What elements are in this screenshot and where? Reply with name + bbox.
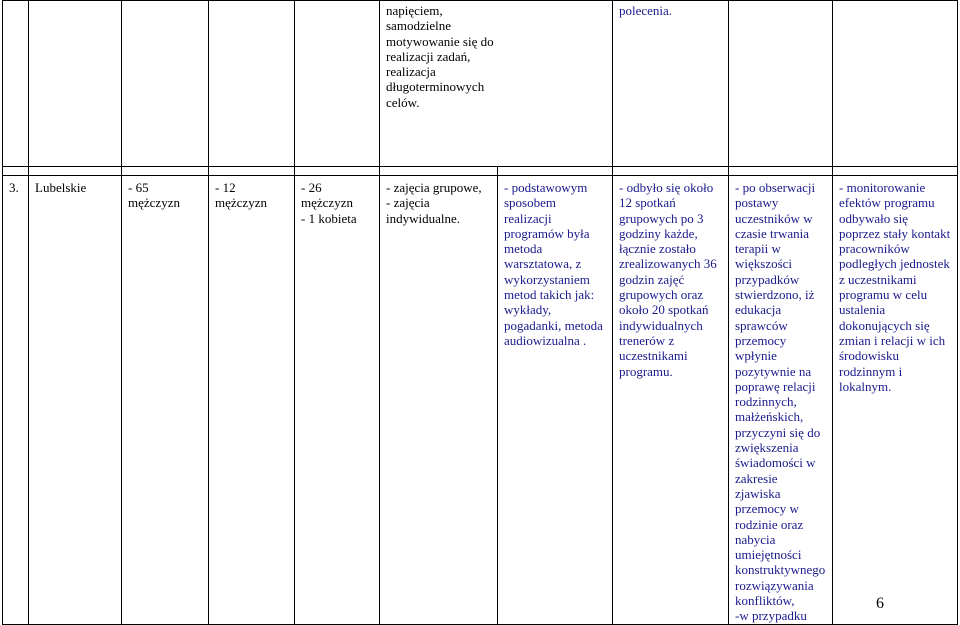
cell-skills-continued: napięciem, samodzielne motywowanie się do realizacji zadań, realizacja długoterminowych celów. [380,1,613,167]
table-row-previous [3,1,958,167]
cell-empty [122,167,209,176]
cell-empty [613,167,729,176]
table-row-lubelskie [3,176,958,625]
cell-empty [209,1,295,167]
cell-empty [29,1,122,167]
cell-empty [209,167,295,176]
cell-empty [729,1,833,167]
cell-empty [833,167,958,176]
cell-instructions-continued: polecenia. [613,1,729,167]
cell-voivodeship: Lubelskie [29,176,122,625]
cell-empty [29,167,122,176]
results-table [2,0,958,625]
cell-empty [3,1,29,167]
cell-empty [498,167,613,176]
cell-methods: - podstawowym sposobem realizacji programów była metoda warsztatowa, z wykorzystaniem metod takich jak: wykłady, pogadanki, metoda audiowizualna . [498,176,613,625]
cell-meetings: - odbyło się około 12 spotkań grupowych po 3 godziny każde, łącznie zostało zrealizowanych 36 godzin zajęć grupowych oraz około 20 spotkań indywidualnych trenerów z uczestnikami programu. [613,176,729,625]
cell-observations: - po obserwacji postawy uczestników w czasie trwania terapii w większości przypadków stwierdzono, iż edukacja sprawców przemocy wpłynie pozytywnie na poprawę relacji rodzinnych, małżeńskich, przyczyni się do zwiększenia świadomości w zakresie zjawiska przemocy w rodzinie oraz nabycia umiejętności konstruktywnego rozwiązywania konfliktów, -w przypadku [729,176,833,625]
cell-form-of-classes: - zajęcia grupowe, - zajęcia indywidualne. [380,176,498,625]
cell-participants-other: - 26 mężczyzn - 1 kobieta [295,176,380,625]
cell-empty [3,167,29,176]
cell-empty [295,167,380,176]
cell-monitoring: - monitorowanie efektów programu odbywało się poprzez stały kontakt pracowników podległych jednostek z uczestnikami programu w celu ustalenia dokonujących się zmian i relacji w ich środowisku rodzinnym i lokalnym. [833,176,958,625]
cell-empty [729,167,833,176]
cell-participants-completed: - 12 mężczyzn [209,176,295,625]
cell-empty [833,1,958,167]
table-row-spacer [3,167,958,176]
cell-row-number: 3. [3,176,29,625]
cell-participants-total: - 65 mężczyzn [122,176,209,625]
cell-empty [122,1,209,167]
cell-empty [380,167,498,176]
cell-empty [295,1,380,167]
page-number: 6 [876,595,884,612]
